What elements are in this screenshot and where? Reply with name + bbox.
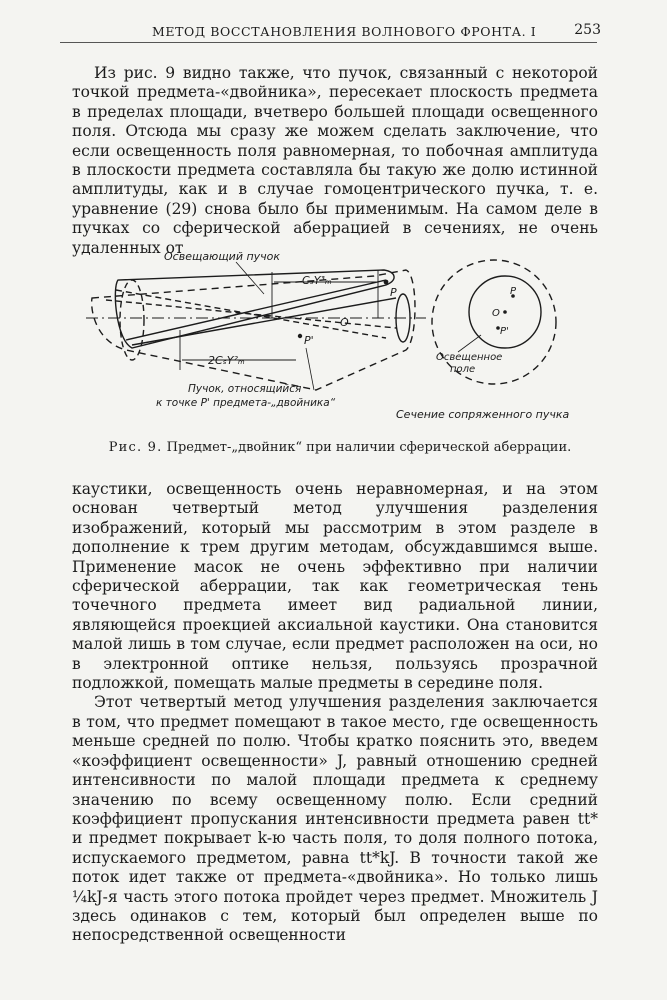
running-header [60, 16, 601, 43]
label-twin-beam: к точке P' предмета-„двойника“ [156, 397, 336, 409]
label-p-prime: P' [304, 334, 314, 347]
label-twin-beam: Пучок, относящийся [188, 383, 302, 395]
caption-text: Предмет-„двойник“ при наличии сферической аберрации. [166, 440, 572, 455]
paragraph: Этот четвертый метод улучшения разделения заключается в том, что предмет помещают в такое место, где освещенность меньше средней по полю. Чтобы кратко пояснить это, введем «коэффициент освещенности» J, равный отношению средней интенсивности по малой площади предмета к среднему значению по всему освещенному полю. Если средний коэффициент пропускания интенсивности предмета равен tt* и предмет покрывает k-ю часть поля, то доля полного потока, испускаемого предметом, равна tt*kJ. В точности такой же поток идет также от предмета-«двойника». Но только лишь ¼kJ-я часть этого потока пройдет через предмет. Множитель J здесь одинаков с тем, который был определен выше по непосредственной освещенности [72, 693, 598, 945]
figure-caption [60, 440, 620, 455]
label-illuminated-field: поле [450, 364, 476, 375]
point-o-small [503, 310, 507, 314]
aberration-diagram [86, 240, 576, 436]
ray [132, 298, 396, 345]
label-conjugate-section: Сечение сопряженного пучка [396, 408, 570, 421]
paragraph: каустики, освещенность очень неравномерная, и на этом основан четвертый метод улучшения разделения изображений, который мы рассмотрим в этом разделе в дополнение к трем другим методам, обсуждавшимся выше. Применение масок не очень эффективно при наличии сферической аберрации, так как геометрическая тень точечного предмета имеет вид радиальной линии, являющейся проекцией аксиальной каустики. Она становится малой лишь в том случае, если предмет расположен на оси, но в электронной оптике нельзя, пользуясь прозрачной подложкой, помещать малые предметы в середине поля. [72, 480, 598, 693]
label-p-prime-small: P' [500, 326, 509, 337]
label-o: O [340, 316, 349, 329]
twin-beam-outline [92, 270, 415, 390]
label-p: P [390, 286, 397, 299]
caption-prefix: Рис. 9. [108, 440, 163, 455]
point-p-prime [298, 334, 302, 338]
label-p-small: P [510, 286, 517, 297]
paragraph: Из рис. 9 видно также, что пучок, связанный с некоторой точкой предмета-«двойника», пересекает плоскость предмета в пределах площади, вчетверо большей площади освещенного поля. Отсюда мы сразу же можем сделать заключение, что если освещенность поля равномерная, то побочная амплитуда в плоскости предмета составляла бы такую же долю истинной амплитуды, как и в случае гомоцентрического пучка, т. е. уравнение (29) снова было бы применимым. На самом деле в пучках со сферической аберрацией в сечениях, не очень удаленных от [72, 64, 598, 257]
label-o-small: O [492, 308, 500, 319]
running-title: МЕТОД ВОССТАНОВЛЕНИЯ ВОЛНОВОГО ФРОНТА. I [152, 24, 537, 39]
label-cs-bottom: 2CₛY²ₘ [208, 354, 245, 367]
point-p [384, 280, 389, 285]
label-cs-top: CₛY³ₘ [302, 274, 332, 287]
figure-9 [86, 240, 576, 436]
label-illuminated-field: Освещенное [436, 352, 503, 363]
text-block-top [72, 64, 598, 258]
page-number: 253 [574, 22, 601, 38]
label-illuminating-beam: Освещающий пучок [164, 250, 281, 263]
text-block-bottom [72, 480, 598, 946]
